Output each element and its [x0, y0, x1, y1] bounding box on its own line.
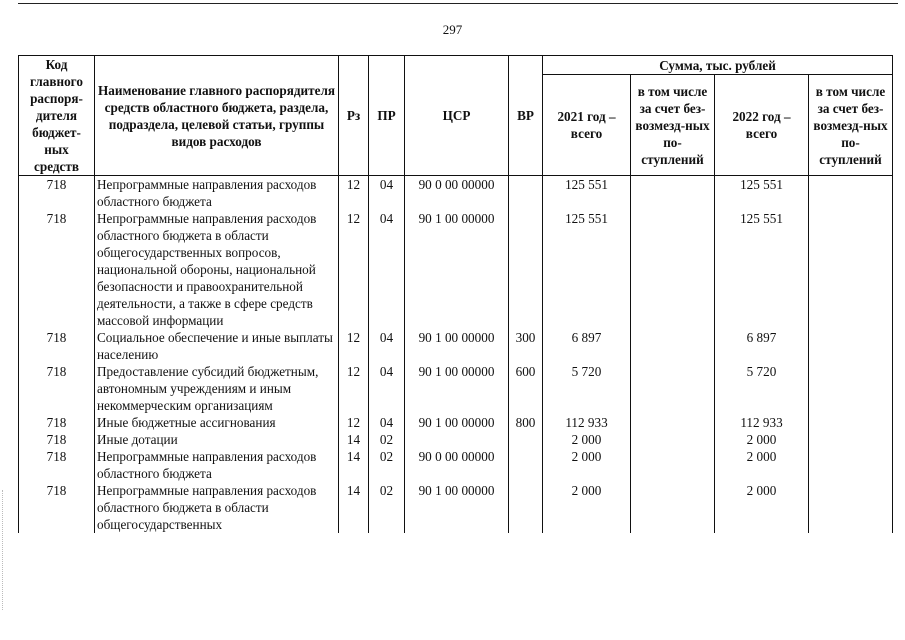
header-2021-grants: в том числе за счет без-возмезд-ных по-ступлений [631, 75, 715, 176]
scan-margin-marks [2, 490, 6, 610]
cell-2021-total: 112 933 [543, 414, 631, 431]
cell-2021-total: 6 897 [543, 329, 631, 363]
cell-2021-grants [631, 210, 715, 329]
header-2021-total: 2021 год – всего [543, 75, 631, 176]
header-rz: Рз [339, 56, 369, 176]
table-row [19, 414, 893, 431]
cell-2021-grants [631, 363, 715, 414]
page-number: 297 [442, 22, 463, 37]
cell-2022-total: 125 551 [715, 176, 809, 211]
cell-2022-grants [809, 482, 893, 533]
cell-2022-total: 2 000 [715, 482, 809, 533]
cell-pr: 04 [369, 363, 405, 414]
cell-2021-total: 2 000 [543, 482, 631, 533]
cell-vr [509, 210, 543, 329]
header-name: Наименование главного распорядителя средств областного бюджета, раздела, подраздела, целевой статьи, группы видов расходов [95, 56, 339, 176]
cell-rz: 12 [339, 414, 369, 431]
cell-vr [509, 448, 543, 482]
cell-vr [509, 431, 543, 448]
cell-2022-grants [809, 210, 893, 329]
cell-code: 718 [19, 482, 95, 533]
cell-vr: 600 [509, 363, 543, 414]
cell-code: 718 [19, 431, 95, 448]
cell-code: 718 [19, 363, 95, 414]
cell-pr: 02 [369, 482, 405, 533]
table-row [19, 431, 893, 448]
header-vr: ВР [509, 56, 543, 176]
cell-csr: 90 1 00 00000 [405, 210, 509, 329]
cell-pr: 04 [369, 414, 405, 431]
cell-csr: 90 1 00 00000 [405, 482, 509, 533]
cell-code: 718 [19, 176, 95, 211]
cell-csr: 90 1 00 00000 [405, 329, 509, 363]
table-row [19, 329, 893, 363]
cell-vr: 300 [509, 329, 543, 363]
cell-2021-grants [631, 414, 715, 431]
cell-pr: 04 [369, 329, 405, 363]
cell-2021-grants [631, 431, 715, 448]
cell-code: 718 [19, 210, 95, 329]
cell-name: Предоставление субсидий бюджетным, автономным учреждениям и иным некоммерческим организациям [95, 363, 339, 414]
cell-rz: 14 [339, 448, 369, 482]
table-row [19, 176, 893, 211]
cell-2021-total: 5 720 [543, 363, 631, 414]
cell-2022-total: 2 000 [715, 448, 809, 482]
cell-2022-total: 125 551 [715, 210, 809, 329]
cell-vr [509, 482, 543, 533]
cell-2021-total: 125 551 [543, 176, 631, 211]
cell-vr [509, 176, 543, 211]
budget-table [18, 55, 893, 533]
cell-code: 718 [19, 414, 95, 431]
cell-2021-total: 2 000 [543, 448, 631, 482]
cell-csr: 90 1 00 00000 [405, 363, 509, 414]
cell-2022-grants [809, 363, 893, 414]
cell-2022-total: 2 000 [715, 431, 809, 448]
cell-2022-grants [809, 414, 893, 431]
cell-2021-grants [631, 482, 715, 533]
cell-2021-total: 2 000 [543, 431, 631, 448]
cell-2021-grants [631, 448, 715, 482]
cell-name: Непрограммные направления расходов областного бюджета [95, 448, 339, 482]
cell-pr: 02 [369, 448, 405, 482]
top-rule [18, 3, 898, 4]
cell-name: Социальное обеспечение и иные выплаты населению [95, 329, 339, 363]
cell-rz: 14 [339, 431, 369, 448]
header-2022-total: 2022 год – всего [715, 75, 809, 176]
cell-name: Иные бюджетные ассигнования [95, 414, 339, 431]
cell-csr: 90 0 00 00000 [405, 448, 509, 482]
cell-name: Непрограммные направления расходов областного бюджета в области общегосударственных [95, 482, 339, 533]
cell-2022-grants [809, 431, 893, 448]
table-row [19, 210, 893, 329]
header-pr: ПР [369, 56, 405, 176]
cell-2021-total: 125 551 [543, 210, 631, 329]
cell-rz: 12 [339, 210, 369, 329]
cell-csr: 90 1 00 00000 [405, 414, 509, 431]
header-code: Код главного распоря-дителя бюджет-ных средств [19, 56, 95, 176]
cell-rz: 12 [339, 363, 369, 414]
table-row [19, 482, 893, 533]
header-2022-grants: в том числе за счет без-возмезд-ных по-ступлений [809, 75, 893, 176]
cell-code: 718 [19, 329, 95, 363]
table-body [19, 176, 893, 534]
cell-csr: 90 0 00 00000 [405, 176, 509, 211]
cell-rz: 14 [339, 482, 369, 533]
cell-name: Непрограммные направления расходов областного бюджета в области общегосударственных вопросов, национальной обороны, национальной безопасности и правоохранительной деятельности, а также в сфере средств массовой информации [95, 210, 339, 329]
cell-name: Непрограммные направления расходов областного бюджета [95, 176, 339, 211]
cell-2022-grants [809, 329, 893, 363]
cell-2022-total: 112 933 [715, 414, 809, 431]
cell-pr: 02 [369, 431, 405, 448]
cell-vr: 800 [509, 414, 543, 431]
cell-csr [405, 431, 509, 448]
cell-pr: 04 [369, 176, 405, 211]
cell-2022-grants [809, 448, 893, 482]
cell-name: Иные дотации [95, 431, 339, 448]
table-row [19, 448, 893, 482]
cell-2021-grants [631, 176, 715, 211]
cell-pr: 04 [369, 210, 405, 329]
cell-rz: 12 [339, 329, 369, 363]
cell-2021-grants [631, 329, 715, 363]
cell-2022-total: 5 720 [715, 363, 809, 414]
cell-2022-total: 6 897 [715, 329, 809, 363]
cell-rz: 12 [339, 176, 369, 211]
table-row [19, 363, 893, 414]
cell-code: 718 [19, 448, 95, 482]
header-sum-group: Сумма, тыс. рублей [543, 56, 893, 75]
cell-2022-grants [809, 176, 893, 211]
header-csr: ЦСР [405, 56, 509, 176]
